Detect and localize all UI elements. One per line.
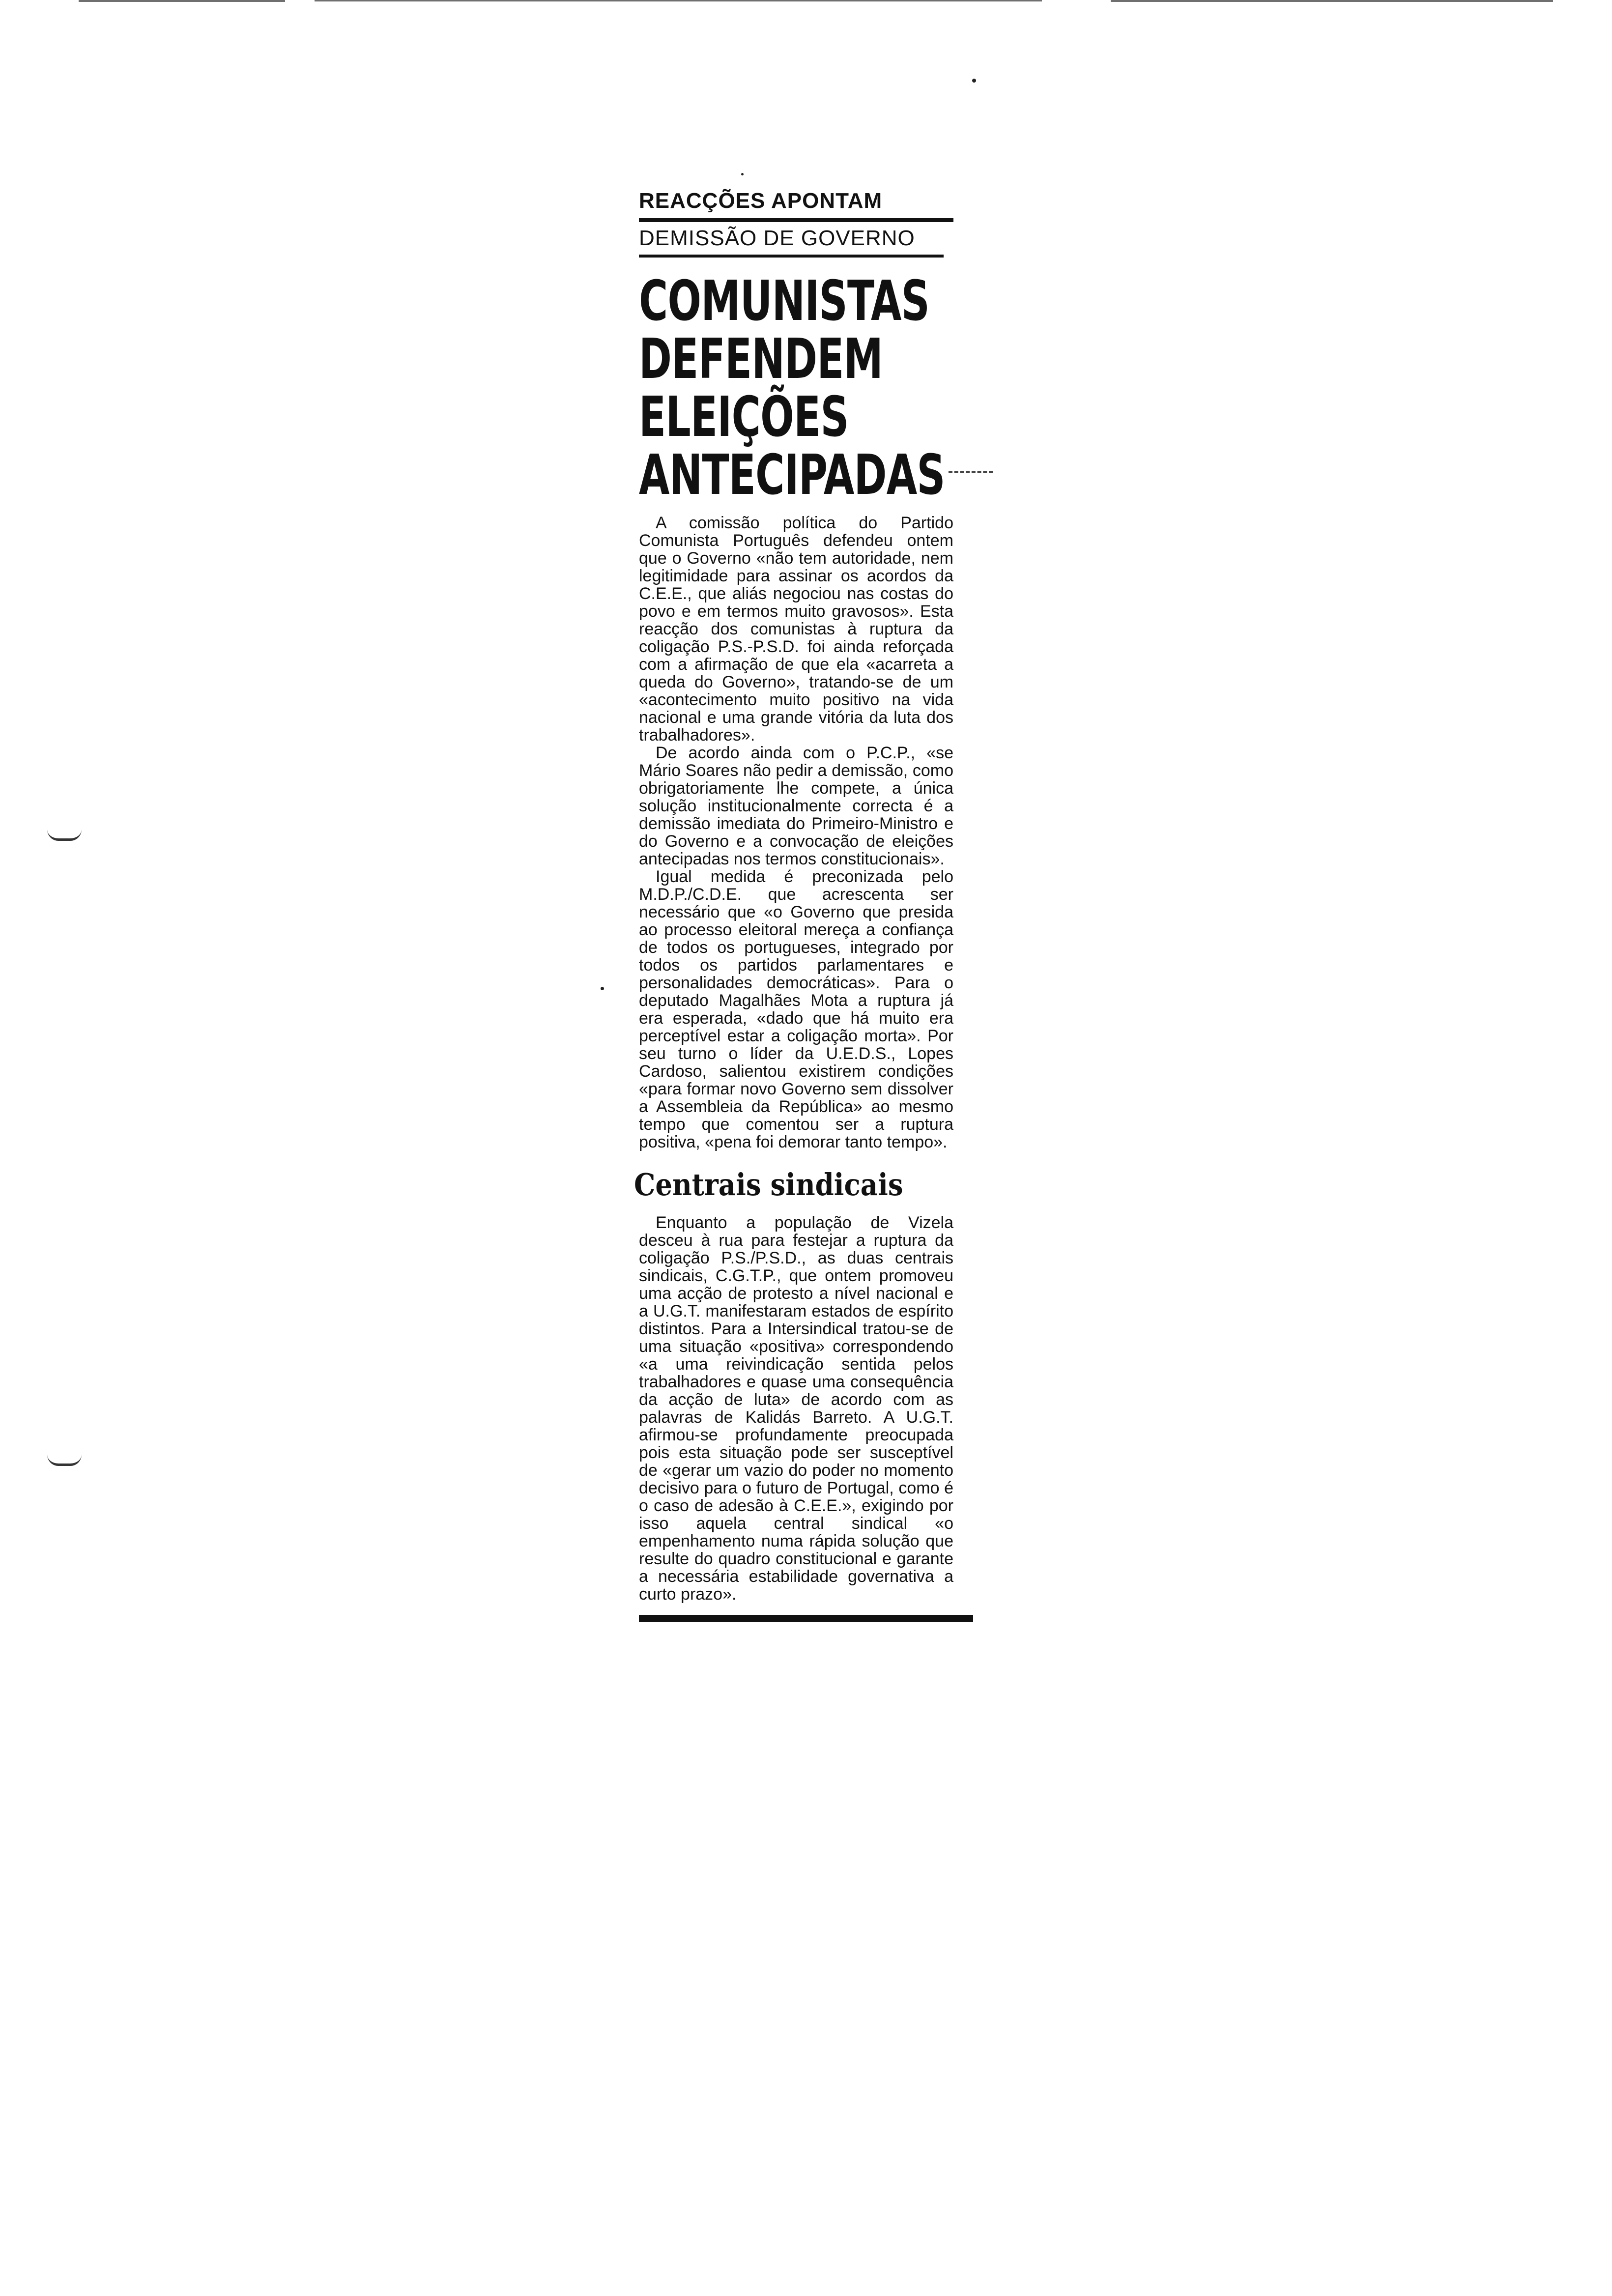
headline-line: COMUNISTAS	[639, 269, 930, 333]
article-body-section-2	[639, 1214, 953, 1603]
scan-edge-line	[79, 0, 285, 2]
paragraph: Enquanto a população de Vizela desceu à rua para festejar a ruptura da coligação P.S./P.S.D., as duas centrais sindicais, C.G.T.P., que ontem promoveu uma acção de protesto a nível nacional e a U.G.T. manifestaram estados de espírito distintos. Para a Intersindical tratou-se de uma situação «positiva» correspondendo «a uma reivindicação sentida pelos trabalhadores e quase uma consequência da acção de luta» de acordo com as palavras de Kalidás Barreto. A U.G.T. afirmou-se profundamente preocupada pois esta situação pode ser susceptível de «gerar um vazio do poder no momento decisivo para o futuro de Portugal, como é o caso de adesão à C.E.E.», exigindo por isso aquela central sindical «o empenhamento numa rápida solução que resulte do quadro constitucional e garante a necessária estabilidade governativa a curto prazo».	[639, 1213, 953, 1604]
punch-mark	[47, 1455, 82, 1466]
newspaper-clipping	[634, 187, 983, 1622]
scan-edge-line	[315, 0, 1042, 1]
speck	[972, 79, 976, 83]
kicker-line-1: REACÇÕES APONTAM	[639, 187, 953, 222]
paragraph: A comissão política do Partido Comunista Português defendeu ontem que o Governo «não tem autoridade, nem legitimidade para assinar os acordos da C.E.E., que aliás negociou nas costas do povo e em termos muito gravosos». Esta reacção dos comunistas à ruptura da coligação P.S.-P.S.D. foi ainda reforçada com a afirmação de que ela «acarreta a queda do Governo», tratando-se de um «acontecimento muito positivo na vida nacional e uma grande vitória da luta dos trabalhadores».	[639, 514, 953, 745]
headline-line: ANTECIPADAS	[639, 443, 945, 507]
paragraph: De acordo ainda com o P.C.P., «se Mário Soares não pedir a demissão, como obrigatoriamente lhe compete, a única solução institucionalmente correcta é a demissão imediata do Primeiro-Ministro e do Governo e a convocação de eleições antecipadas nos termos constitucionais».	[639, 744, 953, 868]
kicker-line-2: DEMISSÃO DE GOVERNO	[639, 224, 944, 258]
speck	[601, 987, 604, 990]
section-subhead: Centrais sindicais	[634, 1167, 903, 1203]
article-body	[639, 514, 953, 1151]
scan-edge-line	[1111, 0, 1553, 2]
speck	[741, 173, 744, 175]
paragraph: Igual medida é preconizada pelo M.D.P./C.D.E. que acrescenta ser necessário que «o Governo que presida ao processo eleitoral mereça a confiança de todos os portugueses, integrado por todos os partidos parlamentares e personalidades democráticas». Para o deputado Magalhães Mota a ruptura já era esperada, «dado que há muito era perceptível estar a coligação morta». Por seu turno o líder da U.E.D.S., Lopes Cardoso, salientou existirem condições «para formar novo Governo sem dissolver a Assembleia da República» ao mesmo tempo que comentou ser a ruptura positiva, «pena foi demorar tanto tempo».	[639, 867, 953, 1151]
punch-mark	[47, 830, 82, 841]
headline-line: ELEIÇÕES	[639, 385, 849, 449]
end-rule	[639, 1615, 973, 1622]
headline	[639, 269, 957, 507]
headline-line: DEFENDEM	[639, 327, 883, 391]
